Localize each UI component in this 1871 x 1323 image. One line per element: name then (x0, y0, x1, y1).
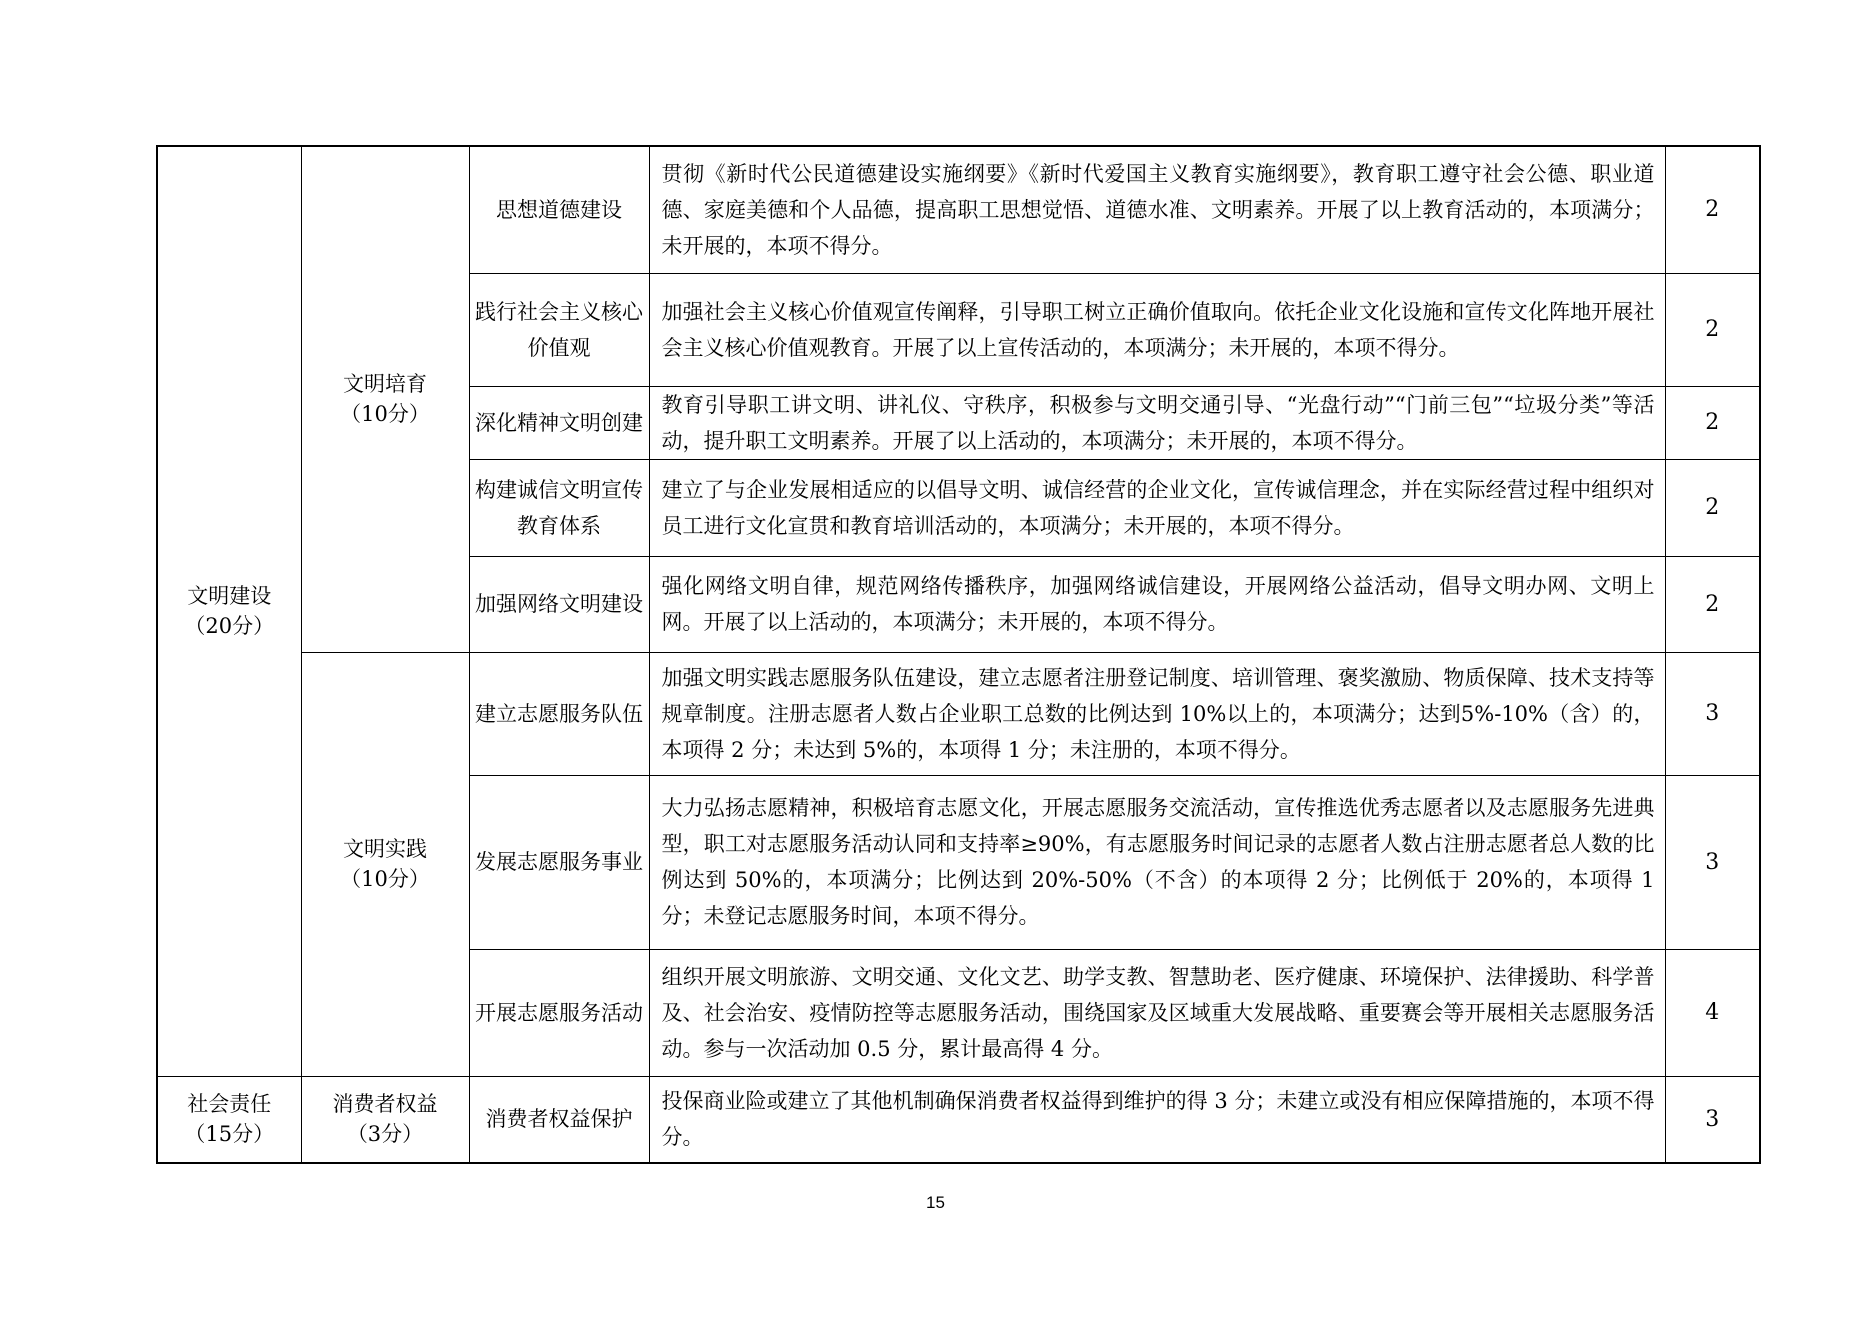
item-score: 3 (1665, 652, 1760, 775)
item-score: 2 (1665, 556, 1760, 652)
subcategory-name: 消费者权益 (332, 1092, 438, 1117)
item-description: 大力弘扬志愿精神，积极培育志愿文化，开展志愿服务交流活动，宣传推选优秀志愿者以及志愿服务先进典型，职工对志愿服务活动认同和支持率≥90%，有志愿服务时间记录的志愿者人数占注册志愿者总人数的比例达到 50%的，本项满分；比例达到 20%-50%（不含）的本项得 2 分；比例低于 20%的，本项得 1 分；未登记志愿服务时间，本项不得分。 (649, 775, 1665, 949)
subcategory-cell (301, 652, 469, 1076)
item-description: 加强文明实践志愿服务队伍建设，建立志愿者注册登记制度、培训管理、褒奖激励、物质保障、技术支持等规章制度。注册志愿者人数占企业职工总数的比例达到 10%以上的，本项满分；达到5%-10%（含）的，本项得 2 分；未达到 5%的，本项得 1 分；未注册的，本项不得分。 (649, 652, 1665, 775)
item-description: 强化网络文明自律，规范网络传播秩序，加强网络诚信建设，开展网络公益活动，倡导文明办网、文明上网。开展了以上活动的，本项满分；未开展的，本项不得分。 (649, 556, 1665, 652)
item-score: 2 (1665, 386, 1760, 459)
item-name: 践行社会主义核心价值观 (469, 273, 649, 386)
item-description: 加强社会主义核心价值观宣传阐释，引导职工树立正确价值取向。依托企业文化设施和宣传文化阵地开展社会主义核心价值观教育。开展了以上宣传活动的，本项满分；未开展的，本项不得分。 (649, 273, 1665, 386)
item-name: 构建诚信文明宣传教育体系 (469, 459, 649, 556)
subcategory-cell (301, 146, 469, 652)
category-points: （20分） (184, 614, 275, 639)
category-cell (157, 146, 301, 1076)
category-name: 文明建设 (187, 584, 272, 609)
page-number: 15 (926, 1193, 945, 1212)
item-description: 组织开展文明旅游、文明交通、文化文艺、助学支教、智慧助老、医疗健康、环境保护、法律援助、科学普及、社会治安、疫情防控等志愿服务活动，围绕国家及区域重大发展战略、重要赛会等开展相关志愿服务活动。参与一次活动加 0.5 分，累计最高得 4 分。 (649, 949, 1665, 1076)
item-name: 深化精神文明创建 (469, 386, 649, 459)
item-name: 思想道德建设 (469, 146, 649, 273)
subcategory-points: （10分） (340, 402, 430, 427)
item-description: 贯彻《新时代公民道德建设实施纲要》《新时代爱国主义教育实施纲要》，教育职工遵守社会公德、职业道德、家庭美德和个人品德，提高职工思想觉悟、道德水准、文明素养。开展了以上教育活动的，本项满分；未开展的，本项不得分。 (649, 146, 1665, 273)
subcategory-cell (301, 1076, 469, 1163)
item-name: 发展志愿服务事业 (469, 775, 649, 949)
category-points: （15分） (184, 1122, 275, 1147)
item-name: 建立志愿服务队伍 (469, 652, 649, 775)
item-score: 2 (1665, 146, 1760, 273)
table-row (157, 652, 1760, 775)
item-score: 4 (1665, 949, 1760, 1076)
item-description: 教育引导职工讲文明、讲礼仪、守秩序，积极参与文明交通引导、“光盘行动”“门前三包”“垃圾分类”等活动，提升职工文明素养。开展了以上活动的，本项满分；未开展的，本项不得分。 (649, 386, 1665, 459)
item-score: 2 (1665, 273, 1760, 386)
item-description: 投保商业险或建立了其他机制确保消费者权益得到维护的得 3 分；未建立或没有相应保障措施的，本项不得分。 (649, 1076, 1665, 1163)
item-description: 建立了与企业发展相适应的以倡导文明、诚信经营的企业文化，宣传诚信理念，并在实际经营过程中组织对员工进行文化宣贯和教育培训活动的，本项满分；未开展的，本项不得分。 (649, 459, 1665, 556)
item-score: 3 (1665, 1076, 1760, 1163)
item-name: 加强网络文明建设 (469, 556, 649, 652)
item-score: 2 (1665, 459, 1760, 556)
table-row (157, 1076, 1760, 1163)
table-row (157, 146, 1760, 273)
category-cell (157, 1076, 301, 1163)
item-score: 3 (1665, 775, 1760, 949)
subcategory-points: （10分） (340, 867, 430, 891)
score-table (156, 145, 1761, 1164)
category-name: 社会责任 (187, 1092, 272, 1117)
subcategory-name: 文明培育 (343, 372, 427, 397)
subcategory-name: 文明实践 (343, 837, 427, 861)
item-name: 开展志愿服务活动 (469, 949, 649, 1076)
subcategory-points: （3分） (346, 1122, 424, 1147)
item-name: 消费者权益保护 (469, 1076, 649, 1163)
